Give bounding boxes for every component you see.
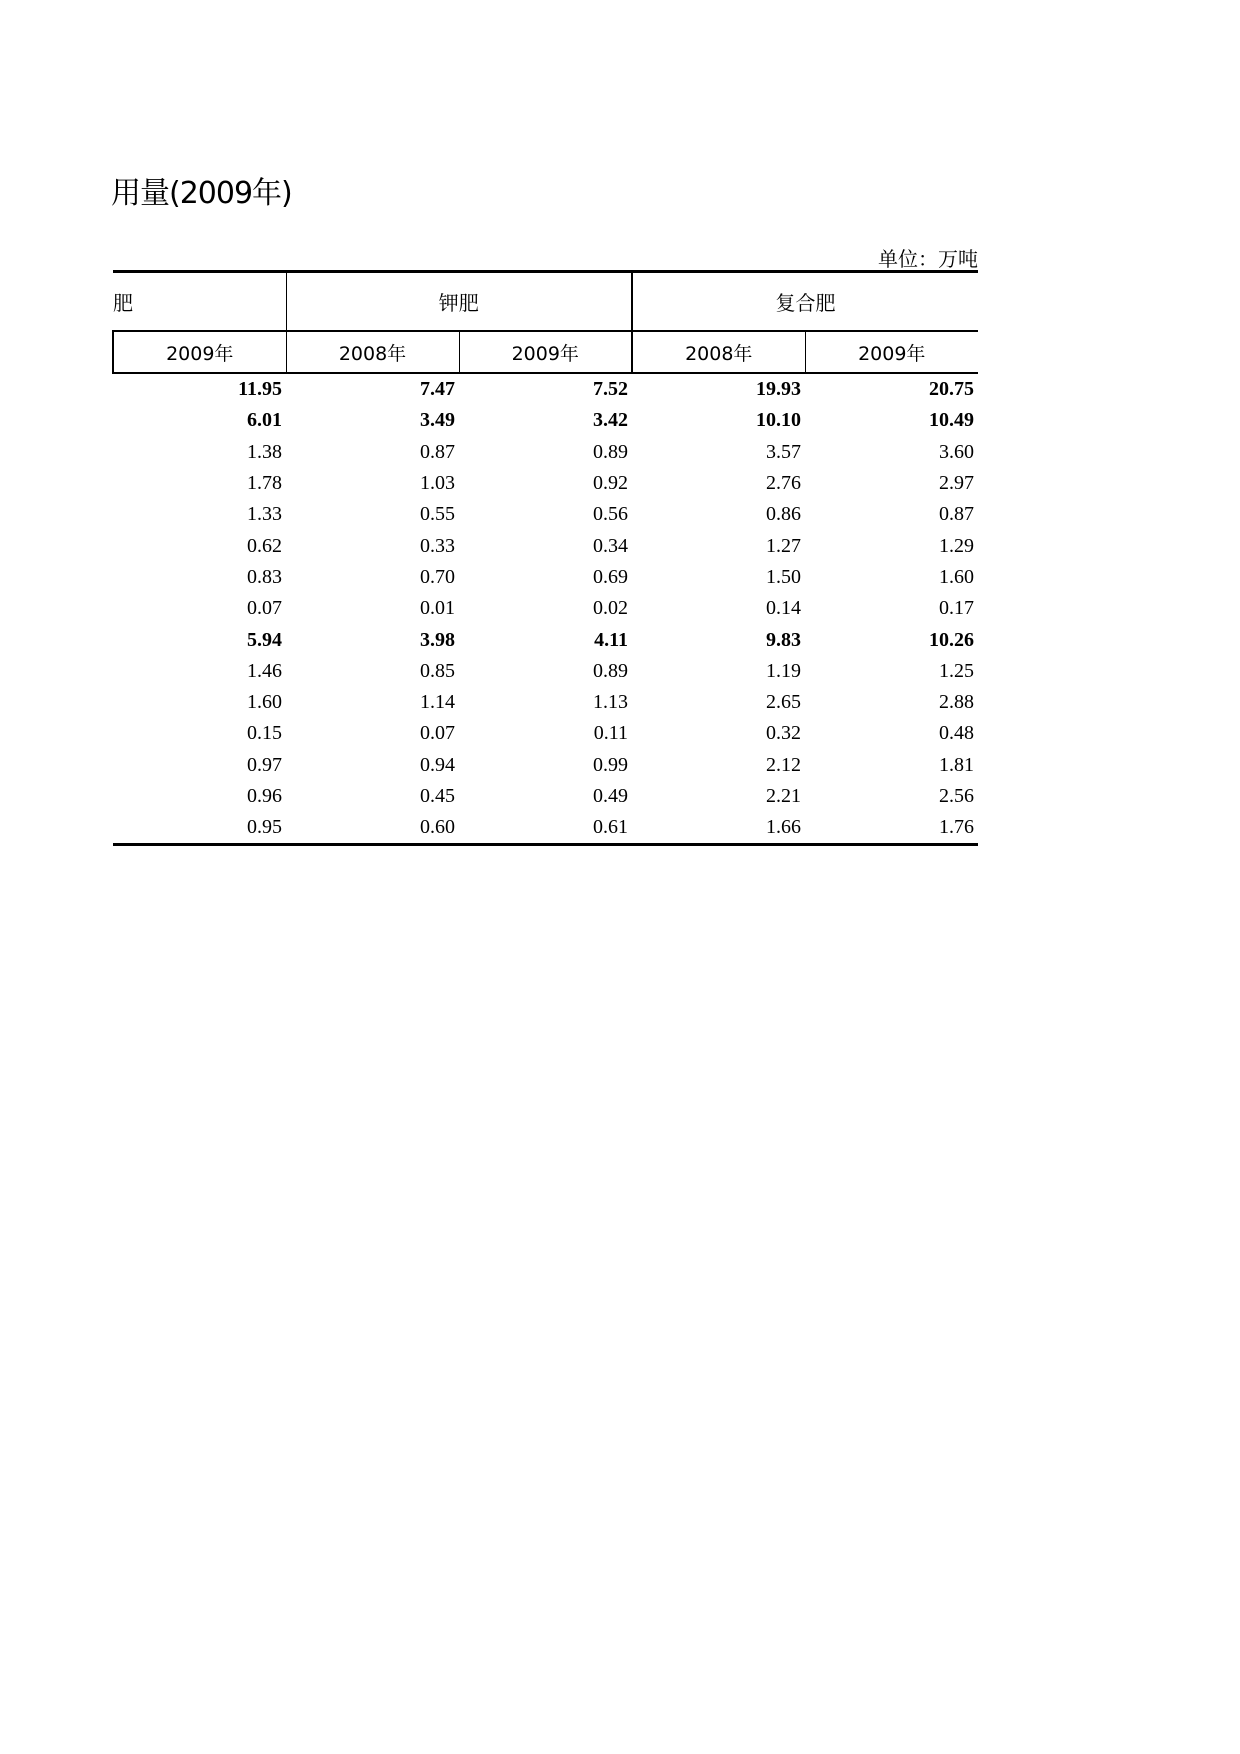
table-row xyxy=(113,593,978,624)
table-cell: 1.60 xyxy=(247,691,282,714)
table-cell: 0.48 xyxy=(939,722,974,745)
table-cell: 2.88 xyxy=(939,691,974,714)
table-cell: 0.11 xyxy=(593,722,628,745)
unit-label: 单位：万吨 xyxy=(878,247,978,271)
group-header-potash: 钾肥 xyxy=(286,272,632,332)
table-cell: 0.61 xyxy=(459,812,632,845)
group-header-compound: 复合肥 xyxy=(632,272,978,332)
table-row xyxy=(113,812,978,845)
table-cell: 1.81 xyxy=(939,753,974,776)
table-cell: 0.32 xyxy=(766,722,801,745)
table-cell: 9.83 xyxy=(766,628,801,651)
table-cell: 1.27 xyxy=(766,534,801,557)
table-cell: 2.65 xyxy=(766,691,801,714)
table-cell: 3.98 xyxy=(420,628,455,651)
table-cell: 1.14 xyxy=(420,691,455,714)
table-cell: 0.15 xyxy=(247,722,282,745)
table-row xyxy=(113,718,978,749)
table-cell: 1.03 xyxy=(420,472,455,495)
year-header: 2008年 xyxy=(632,331,805,373)
table-cell: 20.75 xyxy=(929,378,974,401)
year-header: 2008年 xyxy=(286,331,459,373)
table-cell: 10.49 xyxy=(929,409,974,432)
table-cell: 2.76 xyxy=(766,472,801,495)
table-cell: 3.60 xyxy=(939,440,974,463)
table-cell: 0.62 xyxy=(247,534,282,557)
table-cell: 7.52 xyxy=(593,378,628,401)
table-row xyxy=(113,624,978,655)
table-cell: 2.56 xyxy=(939,785,974,807)
table-cell: 0.86 xyxy=(766,503,801,526)
table-cell: 0.97 xyxy=(247,753,282,776)
table-cell: 0.69 xyxy=(593,565,628,588)
table-cell: 0.02 xyxy=(593,597,628,620)
table-cell: 3.49 xyxy=(420,409,455,432)
page-title: 用量(2009年) xyxy=(111,176,292,211)
year-header: 2009年 xyxy=(805,331,978,373)
table-cell: 1.78 xyxy=(247,472,282,495)
table-cell: 0.14 xyxy=(766,597,801,620)
table-cell: 0.33 xyxy=(420,534,455,557)
table-row xyxy=(113,373,978,405)
table-cell: 7.47 xyxy=(420,378,455,401)
table-cell: 0.34 xyxy=(593,534,628,557)
group-header-fertilizer: 肥 xyxy=(113,272,286,332)
table-row xyxy=(113,687,978,718)
table-cell: 0.99 xyxy=(593,753,628,776)
table-cell: 0.87 xyxy=(420,440,455,463)
table-cell: 0.60 xyxy=(286,812,459,845)
table-cell: 1.38 xyxy=(247,440,282,463)
group-header-row xyxy=(113,272,978,332)
fertilizer-table xyxy=(112,270,978,846)
table-cell: 0.96 xyxy=(247,785,282,807)
table-row xyxy=(113,499,978,530)
table-cell: 0.89 xyxy=(593,440,628,463)
table-cell: 1.33 xyxy=(247,503,282,526)
table-cell: 4.11 xyxy=(594,628,628,651)
table-cell: 1.13 xyxy=(593,691,628,714)
table-cell: 1.29 xyxy=(939,534,974,557)
table-cell: 11.95 xyxy=(238,378,282,401)
table-cell: 0.17 xyxy=(939,597,974,620)
table-cell: 1.50 xyxy=(766,565,801,588)
table-cell: 6.01 xyxy=(247,409,282,432)
table-cell: 0.07 xyxy=(420,722,455,745)
table-row xyxy=(113,530,978,561)
table-cell: 1.25 xyxy=(939,659,974,682)
table-row xyxy=(113,781,978,812)
table-row xyxy=(113,656,978,687)
table-cell: 10.10 xyxy=(756,409,801,432)
table-cell: 0.92 xyxy=(593,472,628,495)
table-cell: 1.46 xyxy=(247,659,282,682)
table-row xyxy=(113,468,978,499)
table-cell: 0.87 xyxy=(939,503,974,526)
table-row xyxy=(113,750,978,781)
table-cell: 0.01 xyxy=(420,597,455,620)
table-cell: 2.21 xyxy=(766,785,801,807)
table-cell: 0.45 xyxy=(420,785,455,807)
table-cell: 0.94 xyxy=(420,753,455,776)
table-cell: 0.49 xyxy=(593,785,628,807)
table-cell: 19.93 xyxy=(756,378,801,401)
table-cell: 1.66 xyxy=(632,812,805,845)
year-header-row xyxy=(113,331,978,373)
table-cell: 1.76 xyxy=(805,812,978,845)
table-cell: 0.95 xyxy=(113,812,286,845)
table-cell: 2.97 xyxy=(939,472,974,495)
table-cell: 0.70 xyxy=(420,565,455,588)
table-cell: 0.55 xyxy=(420,503,455,526)
table-cell: 0.07 xyxy=(247,597,282,620)
table-row xyxy=(113,437,978,468)
table-cell: 1.60 xyxy=(939,565,974,588)
year-header: 2009年 xyxy=(113,331,286,373)
table-cell: 0.56 xyxy=(593,503,628,526)
table-row xyxy=(113,405,978,436)
table-cell: 0.89 xyxy=(593,659,628,682)
table-row xyxy=(113,562,978,593)
table-cell: 3.42 xyxy=(593,409,628,432)
table-cell: 5.94 xyxy=(247,628,282,651)
table-cell: 3.57 xyxy=(766,440,801,463)
table-cell: 0.83 xyxy=(247,565,282,588)
table-cell: 2.12 xyxy=(766,753,801,776)
table-cell: 1.19 xyxy=(766,659,801,682)
table-cell: 0.85 xyxy=(420,659,455,682)
table-cell: 10.26 xyxy=(929,628,974,651)
year-header: 2009年 xyxy=(459,331,632,373)
